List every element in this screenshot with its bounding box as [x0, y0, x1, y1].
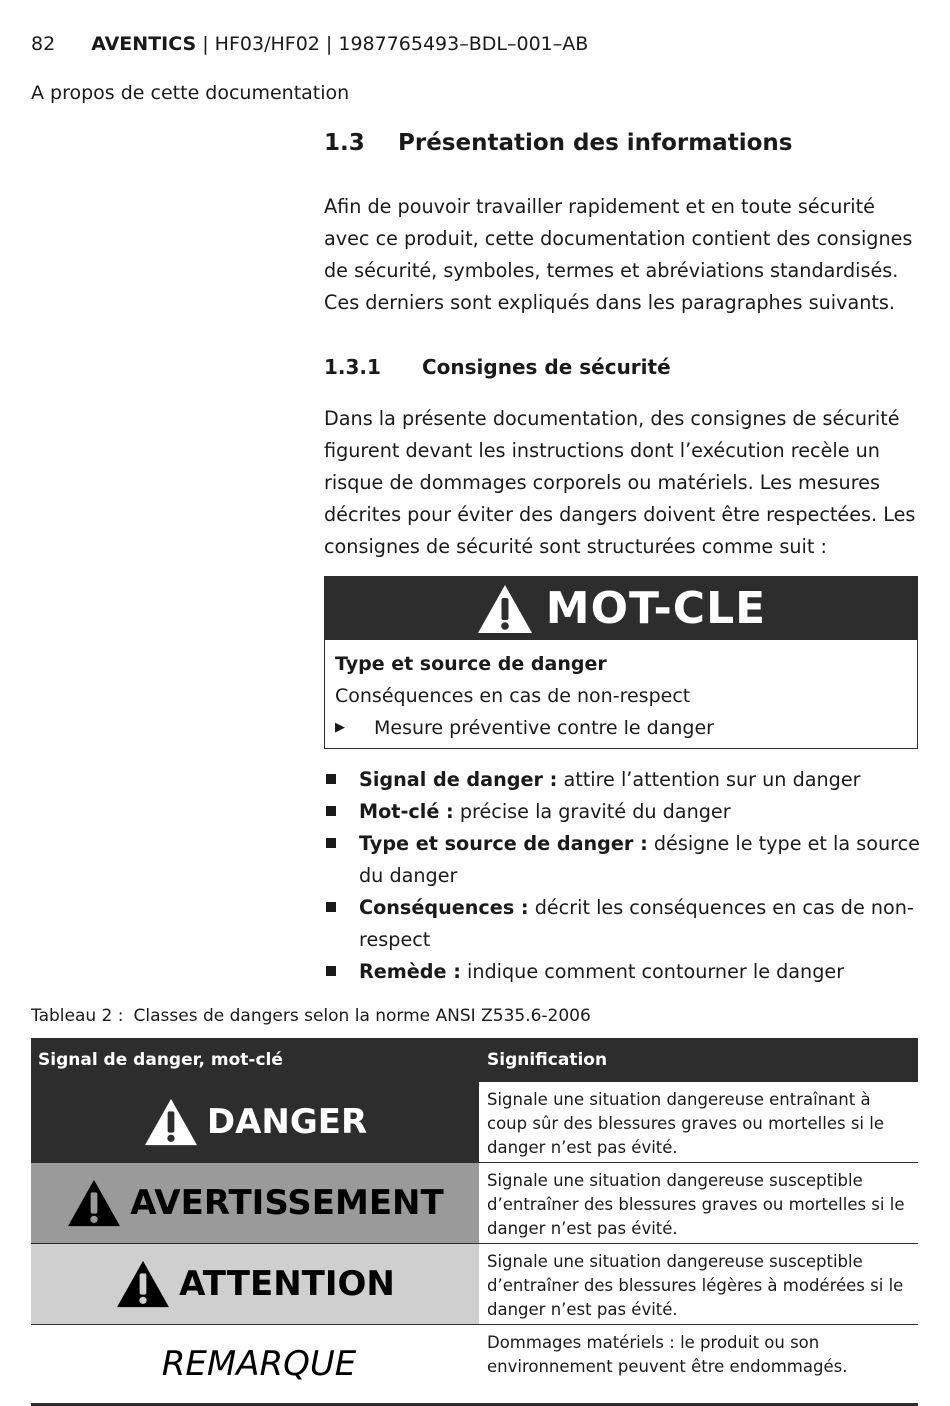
safety-notice-body: [325, 640, 917, 744]
square-bullet-icon: [324, 956, 359, 988]
meaning-cell: Dommages matériels : le produit ou son environnement peuvent être endommagés.: [479, 1325, 918, 1406]
list-item: [324, 892, 924, 956]
triangle-bullet-icon: ▶: [335, 720, 345, 735]
section-title: Présentation des informations: [398, 130, 793, 156]
signal-word: AVERTISSEMENT: [130, 1183, 444, 1223]
hazard-classes-table: [31, 1038, 918, 1406]
table-caption: [31, 1006, 591, 1026]
table-row: [31, 1163, 918, 1244]
chapter-title: A propos de cette documentation: [31, 82, 350, 104]
subsection-heading: [324, 355, 671, 379]
definition-term: Remède :: [359, 960, 461, 983]
table-row: [31, 1244, 918, 1325]
table-caption-text: Classes de dangers selon la norme ANSI Z535.6-2006: [133, 1006, 591, 1026]
definition-text: indique comment contourner le danger: [460, 960, 845, 983]
warning-triangle-icon: [143, 1097, 199, 1147]
table-row: [31, 1082, 918, 1163]
section-number: 1.3: [324, 130, 365, 156]
signal-word: DANGER: [206, 1102, 368, 1142]
column-header-signal: Signal de danger, mot-clé: [38, 1050, 283, 1070]
subsection-title: Consignes de sécurité: [422, 355, 671, 379]
safety-notice-template: [324, 576, 918, 749]
brand-name: AVENTICS: [91, 33, 197, 55]
signal-cell-warning: [31, 1163, 479, 1244]
preventive-measure: Mesure préventive contre le danger: [374, 717, 714, 739]
hazard-consequences: Conséquences en cas de non-respect: [335, 685, 691, 707]
definition-term: Type et source de danger :: [359, 832, 648, 855]
signal-word: REMARQUE: [161, 1344, 357, 1384]
signal-cell-danger: [31, 1082, 479, 1163]
definition-term: Mot-clé :: [359, 800, 454, 823]
table-row: [31, 1325, 918, 1406]
meaning-cell: Signale une situation dangereuse susceptible d’entraîner des blessures graves ou mortelles si le danger n’est pas évité.: [479, 1163, 918, 1244]
table-header-row: [31, 1038, 918, 1082]
list-item: [324, 828, 924, 892]
running-header: [31, 33, 588, 55]
meaning-cell: Signale une situation dangereuse susceptible d’entraîner des blessures légères à modérées si le danger n’est pas évité.: [479, 1244, 918, 1325]
safety-keyword: MOT-CLE: [545, 583, 767, 634]
meaning-cell: Signale une situation dangereuse entraînant à coup sûr des blessures graves ou mortelles si le danger n’est pas évité.: [479, 1082, 918, 1163]
section-paragraph: Afin de pouvoir travailler rapidement et en toute sécurité avec ce produit, cette documentation contient des consignes de sécurité, symboles, termes et abréviations standardisés. Ces derniers sont expliqués dans les paragraphes suivants.: [324, 195, 913, 314]
definition-text: précise la gravité du danger: [453, 800, 731, 823]
definition-term: Conséquences :: [359, 896, 529, 919]
square-bullet-icon: [324, 796, 359, 828]
list-item: [324, 956, 924, 988]
definition-text: attire l’attention sur un danger: [557, 768, 861, 791]
warning-triangle-icon: [66, 1178, 122, 1228]
warning-triangle-icon: [476, 583, 534, 635]
safety-notice-header: [325, 577, 917, 640]
definition-list: [324, 764, 924, 988]
list-item: [324, 796, 924, 828]
definition-term: Signal de danger :: [359, 768, 558, 791]
square-bullet-icon: [324, 892, 359, 956]
subsection-paragraph: Dans la présente documentation, des consignes de sécurité figurent devant les instructions dont l’exécution recèle un risque de dommages corporels ou matériels. Les mesures décrites pour éviter des dangers doivent être respectées. Les consignes de sécurité sont structurées comme suit :: [324, 407, 916, 558]
square-bullet-icon: [324, 764, 359, 796]
signal-cell-notice: [31, 1325, 479, 1406]
column-header-meaning: Signification: [487, 1050, 608, 1070]
signal-word: ATTENTION: [179, 1264, 395, 1304]
signal-cell-caution: [31, 1244, 479, 1325]
table-caption-label: Tableau 2 :: [31, 1006, 124, 1026]
hazard-type-source: Type et source de danger: [335, 653, 607, 675]
subsection-number: 1.3.1: [324, 355, 381, 379]
preventive-measure-row: [335, 712, 907, 744]
document-id: | HF03/HF02 | 1987765493–BDL–001–AB: [196, 33, 589, 55]
section-heading: [324, 130, 792, 156]
definition-text: désigne le type et la source du danger: [359, 832, 920, 887]
warning-triangle-icon: [115, 1259, 171, 1309]
square-bullet-icon: [324, 828, 359, 892]
page-number: 82: [31, 33, 56, 55]
definition-text: décrit les conséquences en cas de non-respect: [359, 896, 914, 951]
list-item: [324, 764, 924, 796]
